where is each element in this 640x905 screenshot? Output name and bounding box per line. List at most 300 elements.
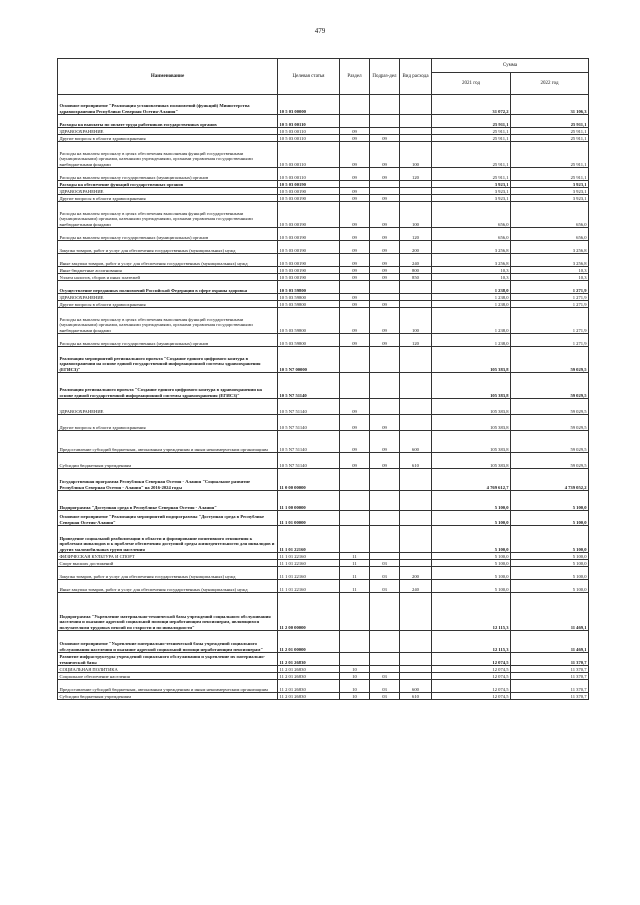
- row-sum-2021: 1 238,0: [432, 294, 511, 301]
- row-target: 10 5 03 59800: [278, 281, 340, 294]
- row-sum-2021: 3 256,8: [432, 254, 511, 267]
- row-target: 11 2 01 26830: [278, 673, 340, 680]
- row-name: ЗДРАВООХРАНЕНИЕ: [58, 399, 278, 415]
- row-target: 10 5 N7 51140: [278, 399, 340, 415]
- row-subsection: 09: [370, 195, 400, 202]
- row-subsection: 03: [370, 680, 400, 693]
- row-sum-2021: 12 074,5: [432, 673, 511, 680]
- row-sum-2021: 3 923,1: [432, 188, 511, 195]
- header-target: Целевая статья: [278, 59, 340, 95]
- row-name: Субсидии бюджетным учреждениям: [58, 453, 278, 469]
- row-sum-2021: 1 238,0: [432, 301, 511, 308]
- table-row: [58, 294, 589, 301]
- row-expense-type: 120: [400, 334, 432, 347]
- row-section: [340, 653, 370, 666]
- row-sum-2022: 1 271,9: [511, 301, 589, 308]
- row-expense-type: 200: [400, 241, 432, 254]
- table-row: [58, 399, 589, 415]
- row-subsection: [370, 281, 400, 294]
- row-sum-2022: 10,3: [511, 267, 589, 274]
- row-expense-type: [400, 673, 432, 680]
- row-target: 10 5 03 00110: [278, 142, 340, 168]
- row-subsection: 03: [370, 560, 400, 567]
- table-row: [58, 115, 589, 128]
- row-name: Другие вопросы в области здравоохранения: [58, 195, 278, 202]
- header-expense-type: Вид расхода: [400, 59, 432, 95]
- row-expense-type: [400, 135, 432, 142]
- row-subsection: 03: [370, 693, 400, 700]
- row-name: Иные закупки товаров, работ и услуг для обеспечения государственных (муниципальных) нужд: [58, 254, 278, 267]
- row-target: 11 2 01 26830: [278, 666, 340, 673]
- row-target: 10 5 N7 51140: [278, 415, 340, 431]
- row-sum-2022: 5 100,0: [511, 553, 589, 560]
- row-subsection: [370, 653, 400, 666]
- row-sum-2022: 59 029,5: [511, 347, 589, 373]
- row-name: Государственная программа Республики Северная Осетия - Алания "Социальное развитие Республики Северная Осетия - Алания" на 2016-2024 годы: [58, 469, 278, 491]
- row-section: [340, 491, 370, 511]
- row-sum-2021: 1 238,0: [432, 334, 511, 347]
- row-target: 10 5 03 59800: [278, 334, 340, 347]
- table-row: [58, 228, 589, 241]
- row-expense-type: [400, 553, 432, 560]
- row-section: 09: [340, 188, 370, 195]
- row-expense-type: 600: [400, 431, 432, 453]
- row-section: 09: [340, 254, 370, 267]
- row-subsection: 09: [370, 267, 400, 274]
- row-section: 09: [340, 241, 370, 254]
- row-section: 10: [340, 673, 370, 680]
- row-section: 11: [340, 567, 370, 580]
- row-section: [340, 593, 370, 631]
- row-expense-type: [400, 631, 432, 653]
- row-expense-type: [400, 347, 432, 373]
- row-section: 09: [340, 301, 370, 308]
- row-sum-2021: 5 100,0: [432, 511, 511, 526]
- row-sum-2021: 5 100,0: [432, 491, 511, 511]
- row-name: Основное мероприятие "Реализация установленных полномочий (функций) Министерства здравоохранения Республики Северная Осетия-Алания": [58, 95, 278, 115]
- row-subsection: [370, 95, 400, 115]
- row-target: 10 5 N7 51140: [278, 431, 340, 453]
- table-row: [58, 301, 589, 308]
- row-expense-type: 800: [400, 267, 432, 274]
- page-number: 479: [314, 27, 326, 35]
- row-name: Основное мероприятие "Реализация мероприятий подпрограммы "Доступная среда в Республике Северная Осетия-Алания": [58, 511, 278, 526]
- row-sum-2021: 12 115,3: [432, 593, 511, 631]
- row-sum-2022: 31 106,3: [511, 95, 589, 115]
- row-sum-2022: 5 100,0: [511, 491, 589, 511]
- row-subsection: [370, 526, 400, 553]
- row-subsection: 03: [370, 567, 400, 580]
- row-expense-type: 610: [400, 453, 432, 469]
- row-sum-2022: 5 100,0: [511, 526, 589, 553]
- row-expense-type: [400, 491, 432, 511]
- table-row: [58, 334, 589, 347]
- row-name: Спорт высших достижений: [58, 560, 278, 567]
- row-sum-2022: 1 271,9: [511, 334, 589, 347]
- row-subsection: [370, 294, 400, 301]
- row-target: 11 0 00 00000: [278, 469, 340, 491]
- row-sum-2022: 11 469,1: [511, 593, 589, 631]
- row-sum-2022: 25 911,1: [511, 142, 589, 168]
- row-sum-2022: 59 029,5: [511, 399, 589, 415]
- row-name: ФИЗИЧЕСКАЯ КУЛЬТУРА И СПОРТ: [58, 553, 278, 560]
- budget-table: [57, 58, 589, 700]
- row-target: 10 5 03 59800: [278, 308, 340, 334]
- row-section: [340, 469, 370, 491]
- row-sum-2022: 11 469,1: [511, 631, 589, 653]
- table-row: [58, 95, 589, 115]
- row-sum-2022: 656,0: [511, 228, 589, 241]
- table-row: [58, 373, 589, 399]
- row-sum-2021: 656,0: [432, 228, 511, 241]
- row-target: 10 5 03 00190: [278, 274, 340, 281]
- row-sum-2022: 11 370,7: [511, 673, 589, 680]
- row-section: 09: [340, 168, 370, 181]
- row-sum-2021: 105 383,8: [432, 399, 511, 415]
- row-name: Подпрограмма "Доступная среда в Республике Северная Осетия - Алания": [58, 491, 278, 511]
- row-section: [340, 631, 370, 653]
- row-expense-type: [400, 281, 432, 294]
- row-section: 10: [340, 666, 370, 673]
- table-row: [58, 567, 589, 580]
- row-sum-2022: 3 256,8: [511, 254, 589, 267]
- row-section: 09: [340, 294, 370, 301]
- row-subsection: 09: [370, 241, 400, 254]
- row-expense-type: 600: [400, 680, 432, 693]
- row-name: Другие вопросы в области здравоохранения: [58, 301, 278, 308]
- row-target: 11 2 01 26830: [278, 653, 340, 666]
- table-row: [58, 308, 589, 334]
- table-row: [58, 202, 589, 228]
- row-section: 10: [340, 680, 370, 693]
- row-section: [340, 373, 370, 399]
- row-sum-2022: 11 370,7: [511, 693, 589, 700]
- row-expense-type: [400, 526, 432, 553]
- table-row: [58, 188, 589, 195]
- row-sum-2021: 25 911,1: [432, 142, 511, 168]
- table-row: [58, 274, 589, 281]
- row-section: 09: [340, 142, 370, 168]
- row-name: Реализация регионального проекта "Создание единого цифрового контура в здравоохранении на основе единой государственной информационной системы здравоохранения (ЕГИСЗ)": [58, 373, 278, 399]
- table-row: [58, 453, 589, 469]
- row-section: [340, 115, 370, 128]
- row-target: 11 2 01 26830: [278, 693, 340, 700]
- row-sum-2021: 5 100,0: [432, 567, 511, 580]
- row-subsection: 09: [370, 135, 400, 142]
- row-subsection: 09: [370, 301, 400, 308]
- header-name: Наименование: [58, 59, 278, 95]
- row-sum-2021: 5 100,0: [432, 526, 511, 553]
- row-sum-2021: 4 769 612,7: [432, 469, 511, 491]
- row-name: Социальное обеспечение населения: [58, 673, 278, 680]
- table-row: [58, 254, 589, 267]
- table-row: [58, 168, 589, 181]
- row-sum-2022: 25 911,1: [511, 168, 589, 181]
- row-expense-type: 120: [400, 228, 432, 241]
- row-name: Основное мероприятие "Укрепление материально-технической базы учреждений социального обслуживания населения и оказание адресной социальной помощи неработающим пенсионерам": [58, 631, 278, 653]
- row-section: 09: [340, 274, 370, 281]
- row-sum-2021: 105 383,8: [432, 347, 511, 373]
- row-name: ЗДРАВООХРАНЕНИЕ: [58, 128, 278, 135]
- row-sum-2022: 11 370,7: [511, 680, 589, 693]
- row-sum-2021: 105 383,8: [432, 453, 511, 469]
- row-subsection: 09: [370, 453, 400, 469]
- row-target: 10 5 03 00190: [278, 202, 340, 228]
- row-expense-type: 610: [400, 693, 432, 700]
- table-row: [58, 281, 589, 294]
- row-section: 09: [340, 334, 370, 347]
- row-subsection: [370, 666, 400, 673]
- row-sum-2022: 11 370,7: [511, 653, 589, 666]
- row-target: 10 5 03 00110: [278, 115, 340, 128]
- row-sum-2021: 5 100,0: [432, 553, 511, 560]
- row-name: Субсидии бюджетным учреждениям: [58, 693, 278, 700]
- row-expense-type: 850: [400, 274, 432, 281]
- row-name: ЗДРАВООХРАНЕНИЕ: [58, 294, 278, 301]
- row-sum-2022: 59 029,5: [511, 431, 589, 453]
- header-year-2021: 2021 год: [432, 73, 511, 95]
- table-row: [58, 267, 589, 274]
- row-sum-2022: 3 923,1: [511, 188, 589, 195]
- table-row: [58, 491, 589, 511]
- row-sum-2021: 12 074,5: [432, 653, 511, 666]
- row-subsection: 09: [370, 308, 400, 334]
- row-name: Уплата налогов, сборов и иных платежей: [58, 274, 278, 281]
- table-row: [58, 526, 589, 553]
- row-sum-2021: 5 100,0: [432, 580, 511, 593]
- row-target: 10 5 03 00190: [278, 241, 340, 254]
- row-sum-2021: 12 074,5: [432, 693, 511, 700]
- row-sum-2021: 10,3: [432, 274, 511, 281]
- row-section: [340, 95, 370, 115]
- row-expense-type: [400, 115, 432, 128]
- row-section: 10: [340, 693, 370, 700]
- row-section: 09: [340, 128, 370, 135]
- row-sum-2022: 656,0: [511, 202, 589, 228]
- row-section: [340, 526, 370, 553]
- header-sum: Сумма: [432, 59, 589, 73]
- row-expense-type: [400, 511, 432, 526]
- row-target: 11 1 00 00000: [278, 491, 340, 511]
- row-subsection: [370, 115, 400, 128]
- row-expense-type: 100: [400, 202, 432, 228]
- row-sum-2021: 10,3: [432, 267, 511, 274]
- table-row: [58, 680, 589, 693]
- row-name: Расходы на выплаты персоналу в целях обеспечения выполнения функций государственными (муниципальными) органами, казенными учреждениями, органами управления государственными внебюджетными фондами: [58, 202, 278, 228]
- row-expense-type: 240: [400, 580, 432, 593]
- row-section: [340, 281, 370, 294]
- row-name: Осуществление переданных полномочий Российской Федерации в сфере охраны здоровья: [58, 281, 278, 294]
- table-row: [58, 241, 589, 254]
- row-name: Расходы на выплаты персоналу в целях обеспечения выполнения функций государственными (муниципальными) органами, казенными учреждениями, органами управления государственными внебюджетными фондами: [58, 142, 278, 168]
- row-section: 11: [340, 553, 370, 560]
- row-name: Проведение социальной реабилитации в области и формирование позитивного отношения к проблемам инвалидов и к проблеме обеспечения доступной среды жизнедеятельности для инвалидов и других маломобильных групп населения: [58, 526, 278, 553]
- row-sum-2021: 656,0: [432, 202, 511, 228]
- row-section: 09: [340, 431, 370, 453]
- row-subsection: [370, 491, 400, 511]
- row-target: 10 5 03 00190: [278, 254, 340, 267]
- table-row: [58, 142, 589, 168]
- row-expense-type: [400, 294, 432, 301]
- row-sum-2022: 25 911,1: [511, 115, 589, 128]
- row-target: 11 1 01 22160: [278, 567, 340, 580]
- row-section: 09: [340, 399, 370, 415]
- row-expense-type: [400, 560, 432, 567]
- row-expense-type: 120: [400, 168, 432, 181]
- row-target: 10 5 03 00000: [278, 95, 340, 115]
- table-row: [58, 593, 589, 631]
- row-expense-type: [400, 188, 432, 195]
- row-expense-type: [400, 373, 432, 399]
- row-sum-2022: 11 370,7: [511, 666, 589, 673]
- row-sum-2022: 25 911,1: [511, 128, 589, 135]
- row-sum-2022: 4 739 052,2: [511, 469, 589, 491]
- row-target: 10 5 03 00110: [278, 135, 340, 142]
- row-expense-type: [400, 128, 432, 135]
- row-sum-2021: 12 115,3: [432, 631, 511, 653]
- row-name: Предоставление субсидий бюджетным, автономным учреждениям и иным некоммерческим организациям: [58, 680, 278, 693]
- row-subsection: 09: [370, 334, 400, 347]
- row-expense-type: [400, 181, 432, 188]
- row-name: Другие вопросы в области здравоохранения: [58, 415, 278, 431]
- row-section: 09: [340, 308, 370, 334]
- row-sum-2022: 25 911,1: [511, 135, 589, 142]
- row-subsection: 09: [370, 431, 400, 453]
- row-expense-type: [400, 301, 432, 308]
- table-row: [58, 511, 589, 526]
- row-expense-type: [400, 469, 432, 491]
- row-sum-2021: 105 383,8: [432, 373, 511, 399]
- table-row: [58, 195, 589, 202]
- header-subsection: Подраз-дел: [370, 59, 400, 95]
- row-name: Подпрограмма "Укрепление материально-технической базы учреждений социального обслуживания населения и оказание адресной социальной помощи неработающим пенсионерам, являющимся получателями трудовых пенсий по старости и по инвалидности": [58, 593, 278, 631]
- row-expense-type: 200: [400, 567, 432, 580]
- row-target: 10 5 03 00110: [278, 128, 340, 135]
- table-row: [58, 469, 589, 491]
- row-name: ЗДРАВООХРАНЕНИЕ: [58, 188, 278, 195]
- table-row: [58, 128, 589, 135]
- row-expense-type: [400, 593, 432, 631]
- row-subsection: 09: [370, 168, 400, 181]
- table-row: [58, 653, 589, 666]
- row-target: 10 5 03 00190: [278, 188, 340, 195]
- row-section: 11: [340, 560, 370, 567]
- row-section: [340, 181, 370, 188]
- row-name: Предоставление субсидий бюджетным, автономным учреждениям и иным некоммерческим организациям: [58, 431, 278, 453]
- row-section: 09: [340, 267, 370, 274]
- row-subsection: [370, 399, 400, 415]
- row-subsection: 09: [370, 142, 400, 168]
- row-target: 10 5 03 00190: [278, 267, 340, 274]
- row-sum-2022: 3 923,1: [511, 195, 589, 202]
- row-sum-2021: 25 911,1: [432, 128, 511, 135]
- table-row: [58, 631, 589, 653]
- row-name: Закупка товаров, работ и услуг для обеспечения государственных (муниципальных) нужд: [58, 567, 278, 580]
- table-row: [58, 431, 589, 453]
- row-section: 09: [340, 202, 370, 228]
- row-subsection: 09: [370, 274, 400, 281]
- row-target: 10 5 03 59800: [278, 301, 340, 308]
- row-name: Расходы на выплаты персоналу государственных (муниципальных) органов: [58, 228, 278, 241]
- row-subsection: [370, 373, 400, 399]
- row-expense-type: 240: [400, 254, 432, 267]
- row-name: Развитие инфраструктуры учреждений социального обслуживания и укрепление их материально-технической базы: [58, 653, 278, 666]
- row-subsection: 09: [370, 202, 400, 228]
- row-subsection: [370, 347, 400, 373]
- row-expense-type: 100: [400, 308, 432, 334]
- row-expense-type: [400, 95, 432, 115]
- row-sum-2022: 1 271,9: [511, 281, 589, 294]
- row-name: Расходы на обеспечение функций государственных органов: [58, 181, 278, 188]
- row-name: Расходы на выплаты персоналу государственных (муниципальных) органов: [58, 334, 278, 347]
- row-sum-2022: 1 271,9: [511, 308, 589, 334]
- row-section: [340, 347, 370, 373]
- table-body: [58, 95, 589, 700]
- row-expense-type: [400, 195, 432, 202]
- row-subsection: [370, 553, 400, 560]
- row-target: 11 1 01 00000: [278, 511, 340, 526]
- table-row: [58, 415, 589, 431]
- row-expense-type: [400, 415, 432, 431]
- row-target: 11 2 00 00000: [278, 593, 340, 631]
- row-sum-2021: 3 923,1: [432, 181, 511, 188]
- table-row: [58, 135, 589, 142]
- row-sum-2021: 12 074,5: [432, 680, 511, 693]
- row-subsection: [370, 128, 400, 135]
- row-sum-2021: 5 100,0: [432, 560, 511, 567]
- row-sum-2022: 5 100,0: [511, 511, 589, 526]
- row-target: 10 5 N7 00000: [278, 347, 340, 373]
- row-subsection: 09: [370, 254, 400, 267]
- row-target: 10 5 N7 51140: [278, 373, 340, 399]
- row-subsection: 03: [370, 580, 400, 593]
- row-section: 09: [340, 228, 370, 241]
- table-row: [58, 560, 589, 567]
- row-section: 09: [340, 453, 370, 469]
- row-sum-2021: 3 256,8: [432, 241, 511, 254]
- table-row: [58, 666, 589, 673]
- row-sum-2021: 25 911,1: [432, 168, 511, 181]
- row-sum-2021: 25 911,1: [432, 115, 511, 128]
- table-row: [58, 347, 589, 373]
- row-subsection: [370, 511, 400, 526]
- row-section: 09: [340, 135, 370, 142]
- row-name: Расходы на выплаты персоналу в целях обеспечения выполнения функций государственными (муниципальными) органами, казенными учреждениями, органами управления государственными внебюджетными фондами: [58, 308, 278, 334]
- row-sum-2022: 3 923,1: [511, 181, 589, 188]
- row-sum-2022: 10,3: [511, 274, 589, 281]
- row-subsection: [370, 188, 400, 195]
- row-name: Другие вопросы в области здравоохранения: [58, 135, 278, 142]
- row-subsection: [370, 181, 400, 188]
- table-row: [58, 673, 589, 680]
- row-name: Расходы на выплаты персоналу государственных (муниципальных) органов: [58, 168, 278, 181]
- row-sum-2021: 105 383,8: [432, 415, 511, 431]
- row-name: Иные бюджетные ассигнования: [58, 267, 278, 274]
- row-sum-2022: 59 029,5: [511, 373, 589, 399]
- row-expense-type: [400, 653, 432, 666]
- row-sum-2022: 3 256,8: [511, 241, 589, 254]
- row-sum-2022: 1 271,9: [511, 294, 589, 301]
- table-row: [58, 580, 589, 593]
- row-section: 09: [340, 415, 370, 431]
- row-name: Расходы на выплаты по оплате труда работников государственных органов: [58, 115, 278, 128]
- row-expense-type: [400, 666, 432, 673]
- row-sum-2021: 1 238,0: [432, 281, 511, 294]
- header-section: Раздел: [340, 59, 370, 95]
- row-target: 10 5 N7 51140: [278, 453, 340, 469]
- row-sum-2021: 105 383,8: [432, 431, 511, 453]
- row-target: 10 5 03 00190: [278, 195, 340, 202]
